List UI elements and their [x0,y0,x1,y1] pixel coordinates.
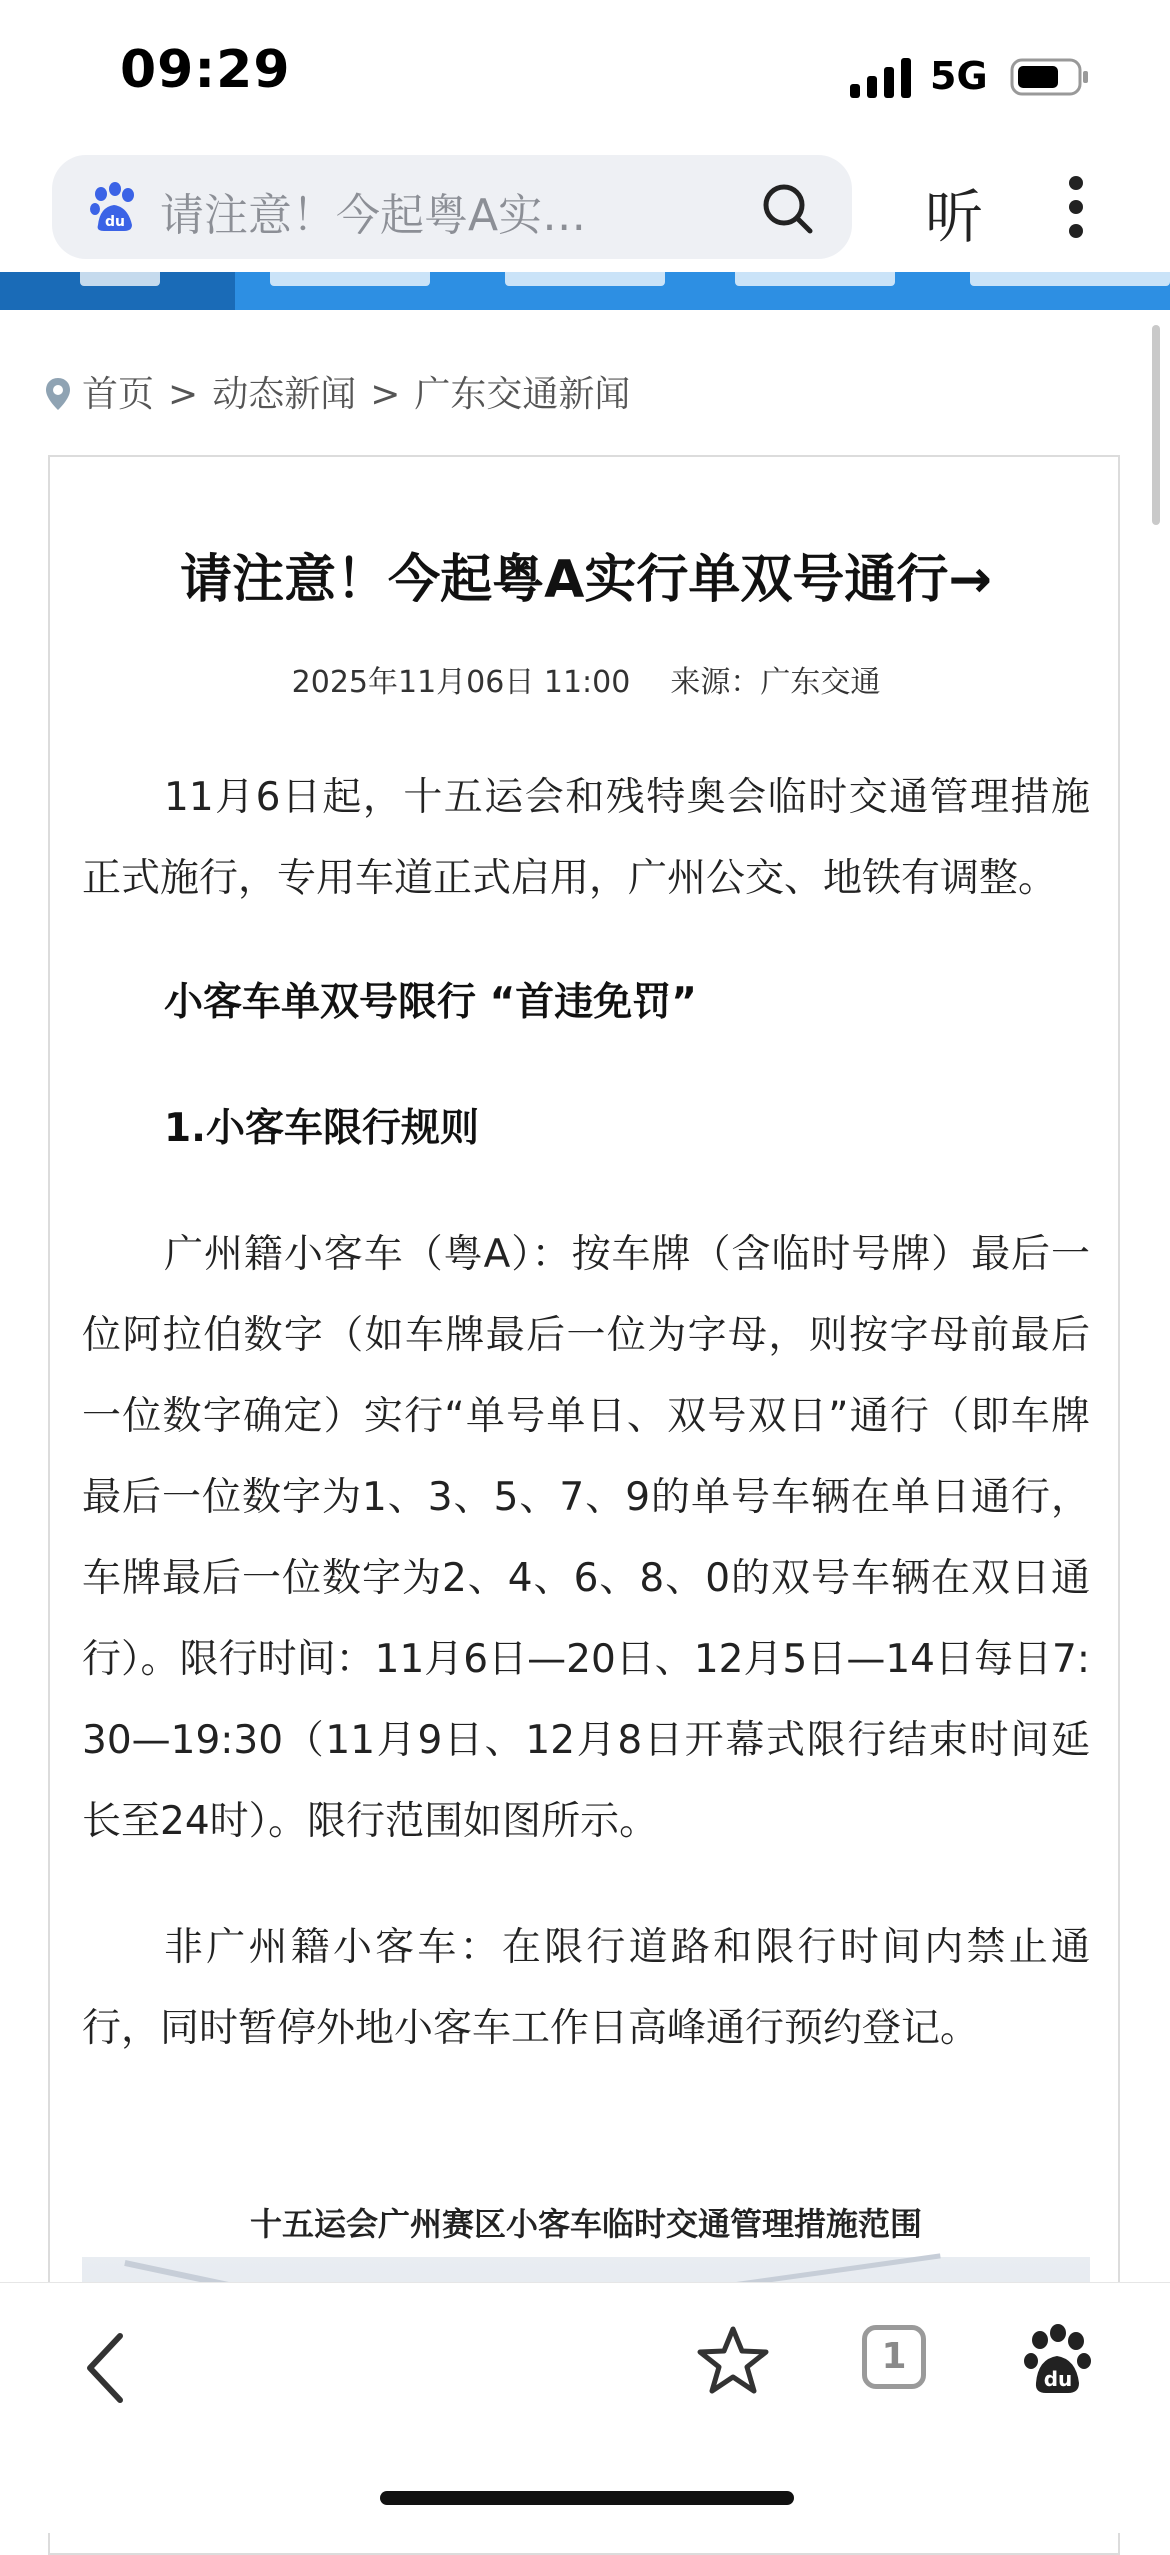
article-date: 2025年11月06日 11:00 [291,665,631,700]
location-pin-icon [44,376,72,412]
tabs-count-button[interactable]: 1 [862,2325,926,2389]
network-label: 5G [930,54,988,98]
breadcrumb-separator: > [370,374,401,415]
search-icon[interactable] [760,181,814,235]
listen-button[interactable]: 听 [925,170,983,254]
baidu-paw-icon[interactable] [1022,2323,1092,2395]
breadcrumb-separator: > [168,374,199,415]
address-search-bar[interactable] [52,155,852,259]
star-icon[interactable] [695,2323,771,2399]
breadcrumb-dynamic-news[interactable]: 动态新闻 [212,374,357,415]
site-nav-strip[interactable] [0,272,1170,310]
battery-icon [1010,58,1090,96]
article-subheading: 1.小客车限行规则 [164,1106,479,1151]
article-title: 请注意！今起粤A实行单双号通行→ [180,550,992,610]
signal-icon [850,58,914,98]
breadcrumb-home[interactable]: 首页 [82,374,155,415]
status-time: 09:29 [120,40,291,100]
more-vertical-icon[interactable] [1060,172,1092,242]
article-body [82,757,1090,2069]
article-paragraph: 广州籍小客车（粤A）：按车牌（含临时号牌）最后一位阿拉伯数字（如车牌最后一位为字母，则按字母前最后一位数字确定）实行“单号单日、双号双日”通行（即车牌最后一位数字为1、3、5、7、9的单号车辆在单日通行，车牌最后一位数字为2、4、6、8、0的双号车辆在双日通行）。限行时间：11月6日—20日、12月5日—14日每日7:30—19:30（11月9日、12月8日开幕式限行结束时间延长至24时）。限行范围如图所示。 [82,1232,1090,1844]
breadcrumb [44,366,630,417]
search-text: 请注意！今起粤A实… [160,190,587,241]
baidu-paw-icon [88,181,140,233]
article-meta [50,657,1122,701]
article-subheading: 小客车单双号限行 “首违免罚” [164,980,697,1025]
article-paragraph: 11月6日起，十五运会和残特奥会临时交通管理措施正式施行，专用车道正式启用，广州公交、地铁有调整。 [82,775,1090,901]
article-card [48,455,1120,2555]
home-indicator[interactable] [380,2491,794,2505]
svg-text:du: du [1043,2367,1073,2391]
article-source: 来源：广东交通 [670,665,881,700]
map-caption: 十五运会广州赛区小客车临时交通管理措施范围 [249,2205,922,2243]
breadcrumb-guangdong-traffic-news[interactable]: 广东交通新闻 [414,374,631,415]
page-scrollbar[interactable] [1152,325,1160,525]
chevron-left-icon[interactable] [80,2328,130,2408]
svg-text:du: du [105,214,125,230]
bottom-toolbar [0,2282,1170,2533]
status-bar [0,0,1170,150]
article-paragraph: 非广州籍小客车：在限行道路和限行时间内禁止通行，同时暂停外地小客车工作日高峰通行预约登记。 [82,1925,1090,2051]
